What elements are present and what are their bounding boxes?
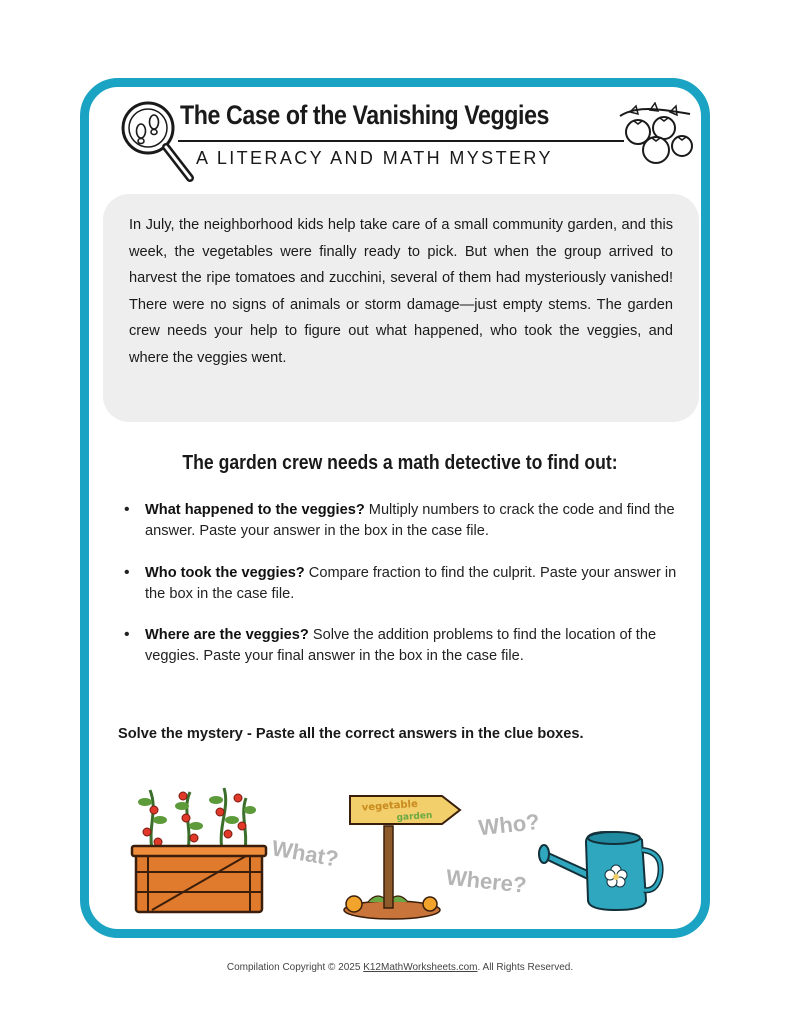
question-list — [122, 500, 682, 667]
section-heading: The garden crew needs a math detective to find out: — [182, 452, 618, 474]
list-item — [122, 500, 682, 541]
instruction-text: Compare fraction to find the culprit. Paste your answer in the box in the case file. — [145, 565, 677, 602]
solve-instruction: Solve the mystery - Paste all the correct answers in the clue boxes. — [118, 726, 584, 742]
page-subtitle: A LITERACY AND MATH MYSTERY — [196, 148, 553, 168]
watering-can-icon — [539, 832, 661, 910]
word-who: Who? — [477, 809, 541, 841]
list-item — [122, 563, 682, 604]
title-block — [116, 98, 716, 188]
copyright-text: Compilation Copyright © 2025 — [226, 962, 364, 973]
list-item — [122, 625, 682, 666]
question-who: Who took the veggies? — [145, 565, 305, 582]
intro-text: In July, the neighborhood kids help take care of a small community garden, and this week, the vegetables were finally ready to pick. But when the group arrived to harvest the ripe tomatoes and zucchini, several of them had mysteriously vanished! There were no signs of animals or storm damage—just empty stems. The garden crew needs your help to figure out what happened, who took the veggies, and where the veggies went. — [129, 217, 673, 366]
question-where: Where are the veggies? — [145, 627, 309, 644]
instruction-text: Multiply numbers to crack the code and find the answer. Paste your answer in the box in the case file. — [145, 502, 675, 539]
intro-panel — [103, 194, 699, 422]
copyright-footer — [0, 962, 800, 973]
question-what: What happened to the veggies? — [145, 502, 365, 518]
tomato-vine-icon — [616, 102, 696, 168]
copyright-suffix: . All Rights Reserved. — [477, 962, 574, 973]
sign-text-1: vegetable — [361, 798, 419, 814]
tomato-crate-icon — [132, 788, 266, 912]
site-link[interactable]: K12MathWorksheets.com — [363, 962, 478, 973]
page-title: The Case of the Vanishing Veggies — [180, 100, 550, 130]
garden-illustration — [0, 780, 800, 930]
word-what: What? — [269, 835, 341, 872]
sign-text-2: garden — [396, 810, 433, 824]
title-divider — [178, 140, 624, 142]
word-where: Where? — [444, 864, 528, 898]
instruction-text: Solve the addition problems to find the location of the veggies. Paste your final answer in the box in the case file. — [145, 627, 657, 664]
garden-signpost-icon — [344, 796, 460, 919]
